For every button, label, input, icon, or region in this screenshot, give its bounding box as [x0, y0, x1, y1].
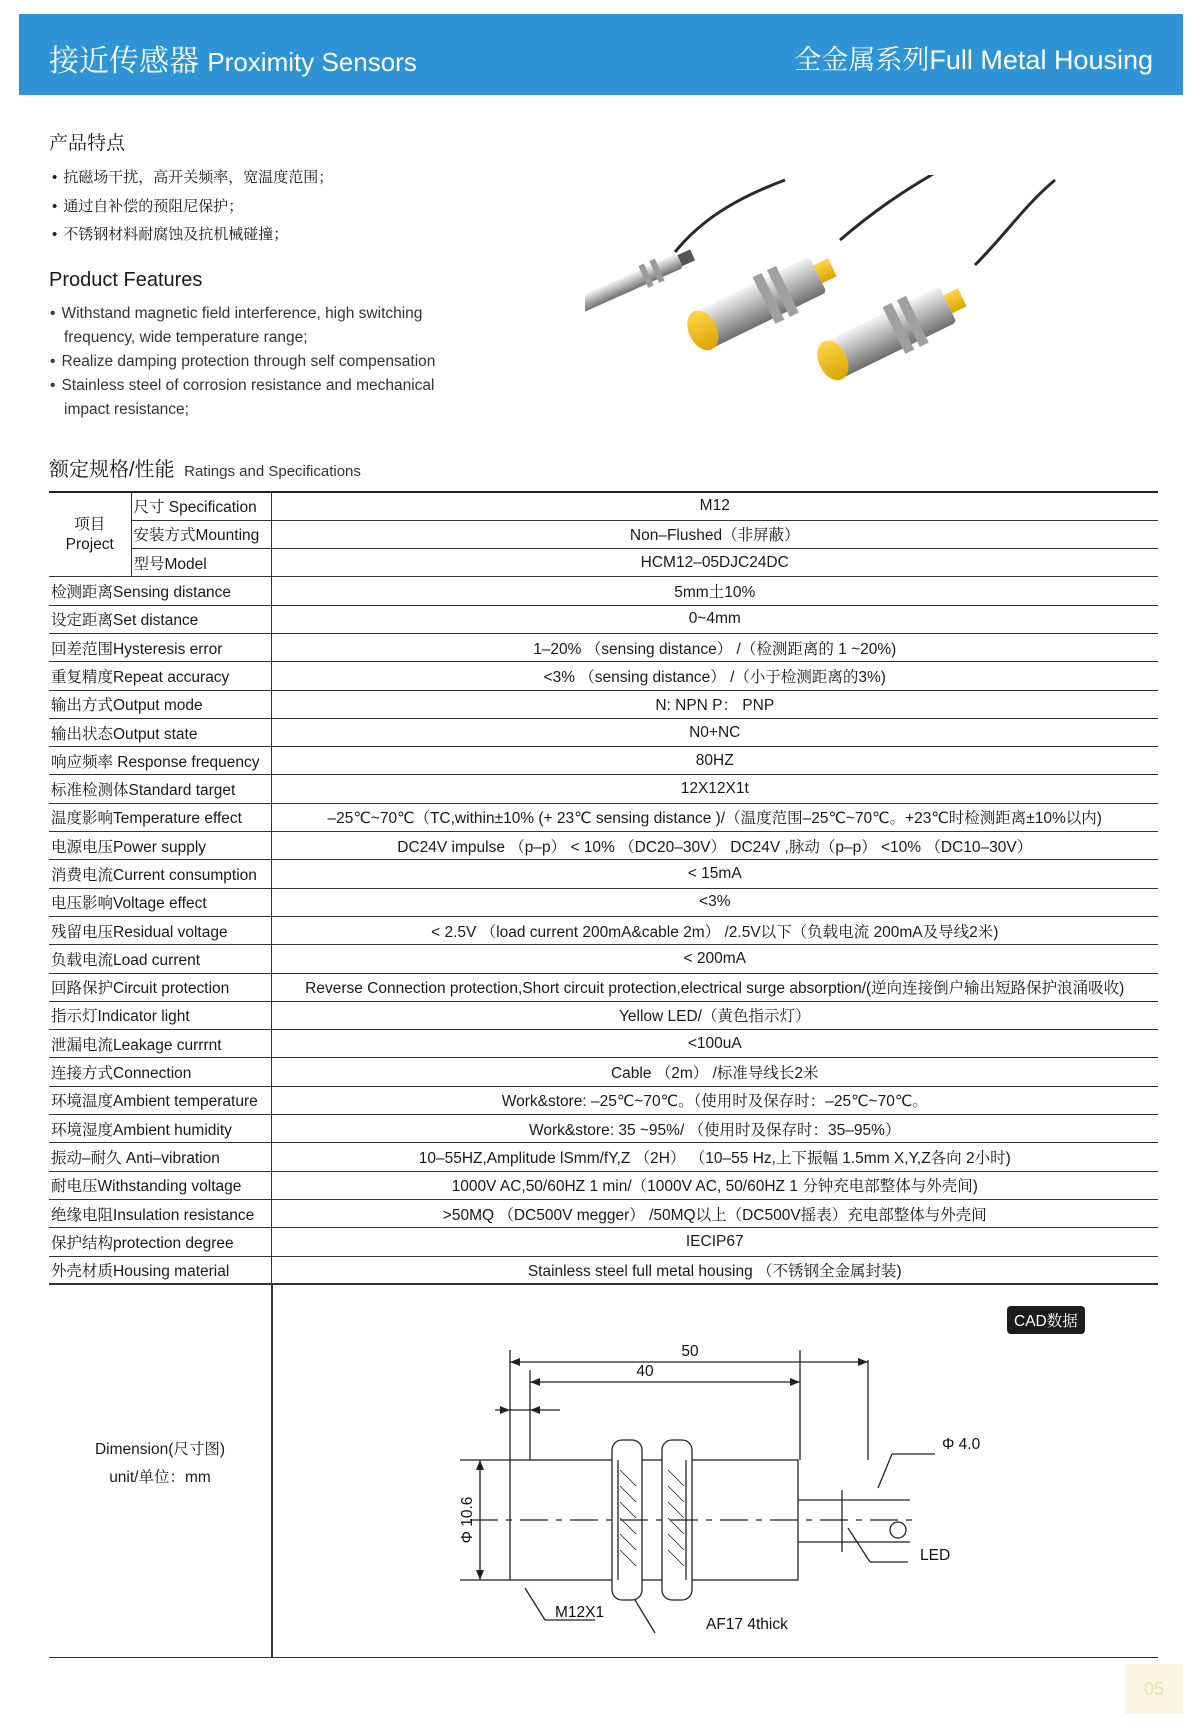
spec-value: Yellow LED/（黄色指示灯） [271, 1001, 1158, 1029]
dim-thread-label: 40 [636, 1363, 654, 1380]
spec-label: 消费电流Current consumption [49, 860, 271, 888]
table-row [49, 1115, 1158, 1143]
list-item: • 不锈钢材料耐腐蚀及抗机械碰撞； [52, 221, 333, 250]
spec-value: < 2.5V （load current 200mA&cable 2m） /2.5V以下（负载电流 200mA及导线2米) [271, 916, 1158, 944]
sensor-product-image [585, 175, 1125, 415]
spec-value: Stainless steel full metal housing （不锈钢全金属封装) [271, 1256, 1158, 1284]
spec-label: 外壳材质Housing material [49, 1256, 271, 1284]
header-series: 全金属系列Full Metal Housing [794, 45, 1153, 75]
table-row [49, 916, 1158, 944]
spec-value: < 15mA [271, 860, 1158, 888]
table-row [49, 945, 1158, 973]
spec-label: 安装方式Mounting [131, 520, 271, 548]
table-row [49, 718, 1158, 746]
list-item: • Withstand magnetic field interference, high switching frequency, wide temperature range; [50, 302, 470, 350]
spec-value: DC24V impulse （p–p） < 10% （DC20–30V） DC24V ,脉动（p–p） <10% （DC10–30V） [271, 832, 1158, 860]
spec-value: 1000V AC,50/60HZ 1 min/（1000V AC, 50/60HZ 1 分钟充电部整体与外壳间) [271, 1171, 1158, 1199]
table-row [49, 775, 1158, 803]
spec-value: < 200mA [271, 945, 1158, 973]
spec-value: 10–55HZ,Amplitude lSmm/fY,Z （2H） （10–55 Hz,上下振幅 1.5mm X,Y,Z各向 2小时) [271, 1143, 1158, 1171]
spec-value: 80HZ [271, 747, 1158, 775]
table-row [49, 1228, 1158, 1256]
header-title [49, 36, 417, 80]
spec-label: 重复精度Repeat accuracy [49, 662, 271, 690]
table-row [49, 492, 1158, 520]
spec-value: Cable （2m） /标准导线长2米 [271, 1058, 1158, 1086]
table-row [49, 973, 1158, 1001]
spec-value: 12X12X1t [271, 775, 1158, 803]
spec-label: 泄漏电流Leakage currrnt [49, 1030, 271, 1058]
table-row [49, 633, 1158, 661]
table-row [49, 803, 1158, 831]
table-row [49, 1058, 1158, 1086]
dimension-drawing [450, 1330, 1050, 1640]
nut-label: AF17 4thick [706, 1616, 788, 1633]
spec-value: 5mm土10% [271, 577, 1158, 605]
table-row [49, 605, 1158, 633]
spec-label: 型号Model [131, 549, 271, 577]
table-row [49, 1171, 1158, 1199]
spec-label: 耐电压Withstanding voltage [49, 1171, 271, 1199]
spec-label: 残留电压Residual voltage [49, 916, 271, 944]
spec-label: 绝缘电阻Insulation resistance [49, 1199, 271, 1227]
spec-label: 连接方式Connection [49, 1058, 271, 1086]
table-row [49, 549, 1158, 577]
spec-value: >50MQ （DC500V megger） /50MQ以上（DC500V摇表）充电部整体与外壳间 [271, 1199, 1158, 1227]
table-row [49, 832, 1158, 860]
spec-table [49, 491, 1158, 1285]
table-row [49, 1030, 1158, 1058]
table-row [49, 577, 1158, 605]
header-title-cn: 接近传感器 [49, 45, 199, 78]
spec-label: 电压影响Voltage effect [49, 888, 271, 916]
led-label: LED [920, 1547, 951, 1564]
spec-label: 环境温度Ambient temperature [49, 1086, 271, 1114]
dim-diameter-label: Φ 10.6 [459, 1496, 476, 1544]
table-row [49, 662, 1158, 690]
spec-value: 1–20% （sensing distance） /（检测距离的 1 ~20%) [271, 633, 1158, 661]
cad-data-badge[interactable]: CAD数据 [1007, 1306, 1085, 1334]
features-cn-list [52, 164, 333, 250]
dimension-label-line2: unit/单位：mm [109, 1469, 211, 1486]
table-row [49, 520, 1158, 548]
spec-value: HCM12–05DJC24DC [271, 549, 1158, 577]
spec-label: 响应频率 Response frequency [49, 747, 271, 775]
table-row [49, 860, 1158, 888]
features-en-title: Product Features [49, 269, 203, 291]
list-item: • Realize damping protection through self compensation [50, 350, 470, 374]
spec-label: 回路保护Circuit protection [49, 973, 271, 1001]
spec-label: 负载电流Load current [49, 945, 271, 973]
dim-cable-label: Φ 4.0 [942, 1436, 981, 1453]
list-item: • 通过自补偿的预阻尼保护； [52, 193, 333, 222]
table-row [49, 1199, 1158, 1227]
spec-label: 标准检测体Standard target [49, 775, 271, 803]
spec-label: 回差范围Hysteresis error [49, 633, 271, 661]
list-item: • Stainless steel of corrosion resistance and mechanical impact resistance; [50, 374, 470, 422]
spec-value: Work&store: 35 ~95%/ （使用时及保存时：35–95%） [271, 1115, 1158, 1143]
spec-value: Work&store: –25℃~70℃。（使用时及保存时：–25℃~70℃。 [271, 1086, 1158, 1114]
spec-title [49, 453, 361, 482]
spec-label: 电源电压Power supply [49, 832, 271, 860]
dimension-label [49, 1436, 271, 1492]
spec-value: N0+NC [271, 718, 1158, 746]
spec-value: <100uA [271, 1030, 1158, 1058]
spec-title-en: Ratings and Specifications [184, 463, 361, 480]
spec-label: 指示灯Indicator light [49, 1001, 271, 1029]
dimension-label-line1: Dimension(尺寸图) [94, 1441, 226, 1458]
page-header [19, 14, 1183, 95]
spec-value: 0~4mm [271, 605, 1158, 633]
table-row [49, 1256, 1158, 1284]
features-en-list [50, 302, 470, 422]
dim-total-label: 50 [681, 1343, 699, 1360]
spec-label: 设定距离Set distance [49, 605, 271, 633]
header-title-en: Proximity Sensors [207, 47, 417, 77]
spec-value: <3% [271, 888, 1158, 916]
spec-value: <3% （sensing distance） /（小于检测距离的3%) [271, 662, 1158, 690]
spec-value: IECIP67 [271, 1228, 1158, 1256]
list-item: • 抗磁场干扰，高开关频率，宽温度范围； [52, 164, 333, 193]
spec-label: 输出状态Output state [49, 718, 271, 746]
spec-value: Non–Flushed（非屏蔽） [271, 520, 1158, 548]
spec-label: 环境湿度Ambient humidity [49, 1115, 271, 1143]
spec-value: Reverse Connection protection,Short circuit protection,electrical surge absorption/(逆向连接倒户输出短路保护浪涌吸收) [271, 973, 1158, 1001]
table-row [49, 888, 1158, 916]
table-row [49, 747, 1158, 775]
project-label [49, 492, 131, 577]
table-row [49, 1143, 1158, 1171]
spec-value: M12 [271, 492, 1158, 520]
spec-label: 保护结构protection degree [49, 1228, 271, 1256]
project-label-text: 项目 Project [65, 515, 114, 553]
spec-title-cn: 额定规格/性能 [49, 459, 175, 481]
table-row [49, 690, 1158, 718]
spec-value: N: NPN P： PNP [271, 690, 1158, 718]
spec-value: –25℃~70℃（TC,within±10% (+ 23℃ sensing distance )/（温度范围–25℃~70℃。+23℃时检测距离±10%以内) [271, 803, 1158, 831]
spec-label: 振动–耐久 Anti–vibration [49, 1143, 271, 1171]
features-cn-title: 产品特点 [49, 133, 126, 154]
spec-label: 温度影响Temperature effect [49, 803, 271, 831]
spec-label: 尺寸 Specification [131, 492, 271, 520]
table-row [49, 1001, 1158, 1029]
page-number: 05 [1125, 1664, 1183, 1714]
thread-label: M12X1 [555, 1604, 605, 1621]
dimension-divider [271, 1284, 273, 1657]
spec-label: 输出方式Output mode [49, 690, 271, 718]
spec-label: 检测距离Sensing distance [49, 577, 271, 605]
table-row [49, 1086, 1158, 1114]
